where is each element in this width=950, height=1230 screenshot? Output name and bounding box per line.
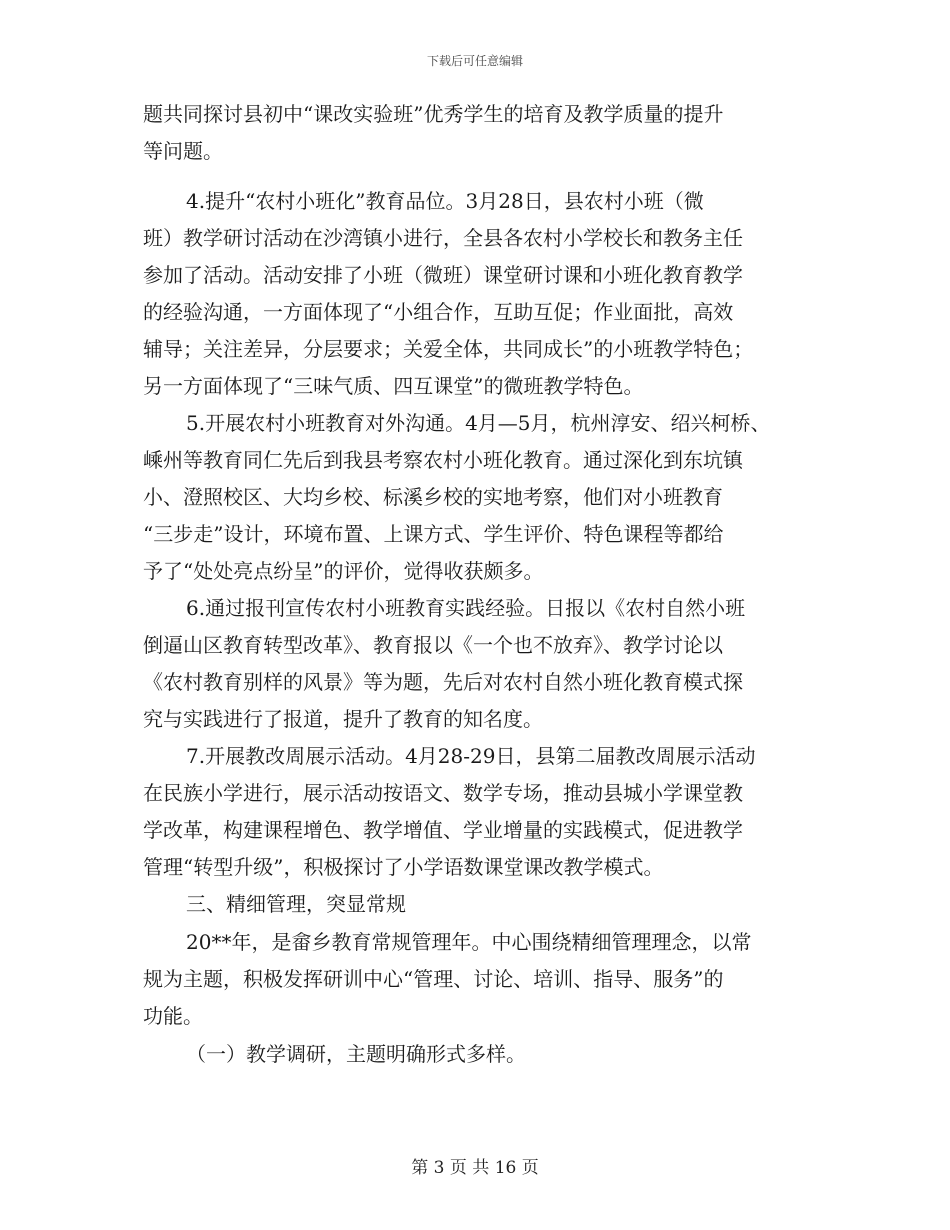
section-heading: 三、精细管理，突显常规 xyxy=(186,892,406,916)
text-line: 班）教学研讨活动在沙湾镇小进行，全县各农村小学校长和教务主任 xyxy=(143,226,743,250)
page-footer xyxy=(0,1153,950,1178)
text-line: 4.提升“农村小班化”教育品位。3月28日，县农村小班（微 xyxy=(186,189,704,213)
text-line: 辅导；关注差异，分层要求；关爱全体，共同成长”的小班教学特色； xyxy=(143,337,754,361)
text-line: 5.开展农村小班教育对外沟通。4月—5月，杭州淳安、绍兴柯桥、 xyxy=(186,411,771,435)
current-page-number: 3 xyxy=(433,1158,445,1178)
page-middle: 页 共 xyxy=(449,1158,490,1178)
text-line: 学改革，构建课程增色、教学增值、学业增量的实践模式，促进教学 xyxy=(143,818,743,842)
text-line: 《农村教育别样的风景》等为题，先后对农村自然小班化教育模式探 xyxy=(143,670,743,694)
text-line: 7.开展教改周展示活动。4月28-29日，县第二届教改周展示活动 xyxy=(186,744,756,768)
text-line: 等问题。 xyxy=(143,139,223,163)
text-line: 予了“处处亮点纷呈”的评价，觉得收获颇多。 xyxy=(143,559,544,583)
header-note: 下载后可任意编辑 xyxy=(426,54,523,68)
text-line: 规为主题，积极发挥研训中心“管理、讨论、培训、指导、服务”的 xyxy=(143,967,724,991)
text-line: 管理“转型升级”，积极探讨了小学语数课堂课改教学模式。 xyxy=(143,855,664,879)
page-suffix: 页 xyxy=(521,1158,539,1178)
text-line: 倒逼山区教育转型改革》、教育报以《一个也不放弃》、教学讨论以 xyxy=(143,633,723,657)
text-line: 6.通过报刊宣传农村小班教育实践经验。日报以《农村自然小班 xyxy=(186,596,746,620)
text-line: 的经验沟通，一方面体现了“小组合作，互助互促；作业面批，高效 xyxy=(143,300,734,324)
text-line: 究与实践进行了报道，提升了教育的知名度。 xyxy=(143,707,543,731)
page-prefix: 第 xyxy=(411,1158,429,1178)
text-line: 功能。 xyxy=(143,1004,203,1028)
total-pages: 16 xyxy=(494,1158,517,1178)
text-line: 嵊州等教育同仁先后到我县考察农村小班化教育。通过深化到东坑镇 xyxy=(143,448,743,472)
text-line: 小、澄照校区、大均乡校、标溪乡校的实地考察，他们对小班教育 xyxy=(143,485,723,509)
text-line: 参加了活动。活动安排了小班（微班）课堂研讨课和小班化教育教学 xyxy=(143,263,743,287)
text-line: 在民族小学进行，展示活动按语文、数学专场，推动县城小学课堂教 xyxy=(143,781,743,805)
subsection-heading: （一）教学调研，主题明确形式多样。 xyxy=(186,1042,526,1066)
text-line: “三步走”设计，环境布置、上课方式、学生评价、特色课程等都给 xyxy=(143,522,724,546)
text-line: 20**年，是畲乡教育常规管理年。中心围绕精细管理理念，以常 xyxy=(186,930,752,954)
text-line: 另一方面体现了“三味气质、四互课堂”的微班教学特色。 xyxy=(143,374,644,398)
text-line: 题共同探讨县初中“课改实验班”优秀学生的培育及教学质量的提升 xyxy=(143,102,724,126)
